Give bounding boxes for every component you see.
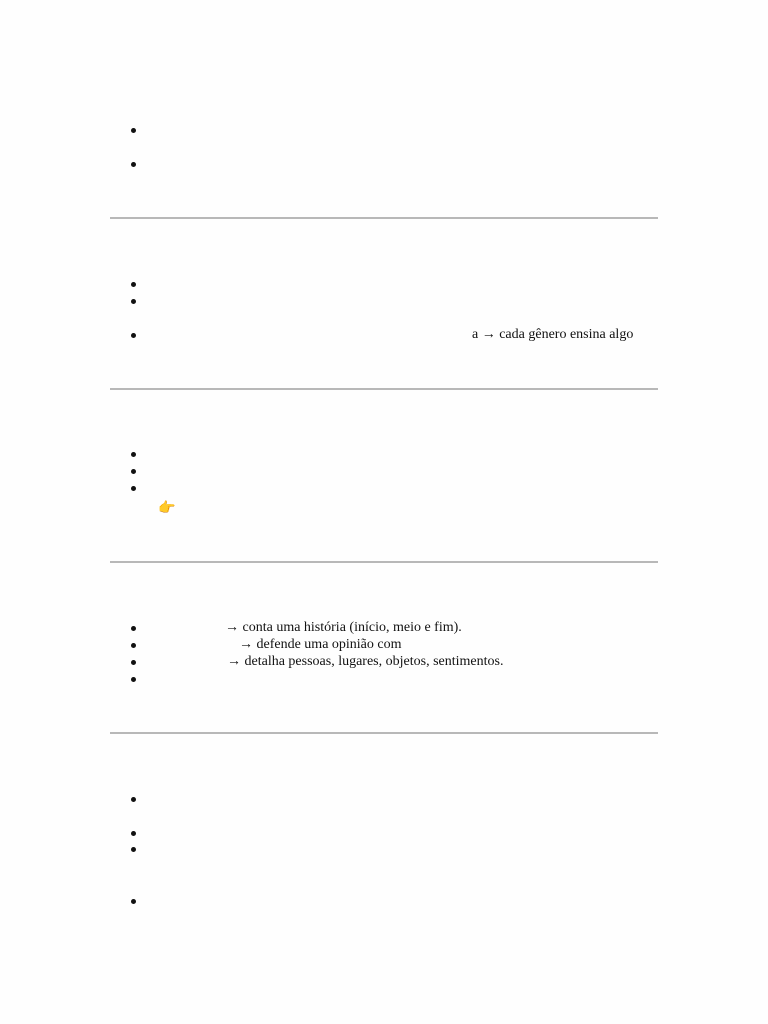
list-bullet <box>131 643 136 648</box>
list-bullet <box>131 299 136 304</box>
list-item-text: → defende uma opinião com <box>239 637 402 652</box>
list-bullet <box>131 282 136 287</box>
list-bullet <box>131 847 136 852</box>
list-bullet <box>131 333 136 338</box>
list-bullet <box>131 831 136 836</box>
list-bullet <box>131 128 136 133</box>
list-bullet <box>131 452 136 457</box>
horizontal-divider <box>110 732 658 734</box>
list-item-text: → detalha pessoas, lugares, objetos, sentimentos. <box>227 654 504 669</box>
horizontal-divider <box>110 217 658 219</box>
horizontal-divider <box>110 561 658 563</box>
list-item-text: → conta uma história (início, meio e fim). <box>225 620 462 635</box>
list-bullet <box>131 797 136 802</box>
list-bullet <box>131 626 136 631</box>
list-bullet <box>131 469 136 474</box>
horizontal-divider <box>110 388 658 390</box>
list-bullet <box>131 677 136 682</box>
list-bullet <box>131 660 136 665</box>
list-item-text: a → cada gênero ensina algo <box>472 327 634 342</box>
list-bullet <box>131 486 136 491</box>
pointing-right-hand-icon: 👉 <box>158 500 176 516</box>
list-bullet <box>131 162 136 167</box>
list-bullet <box>131 899 136 904</box>
